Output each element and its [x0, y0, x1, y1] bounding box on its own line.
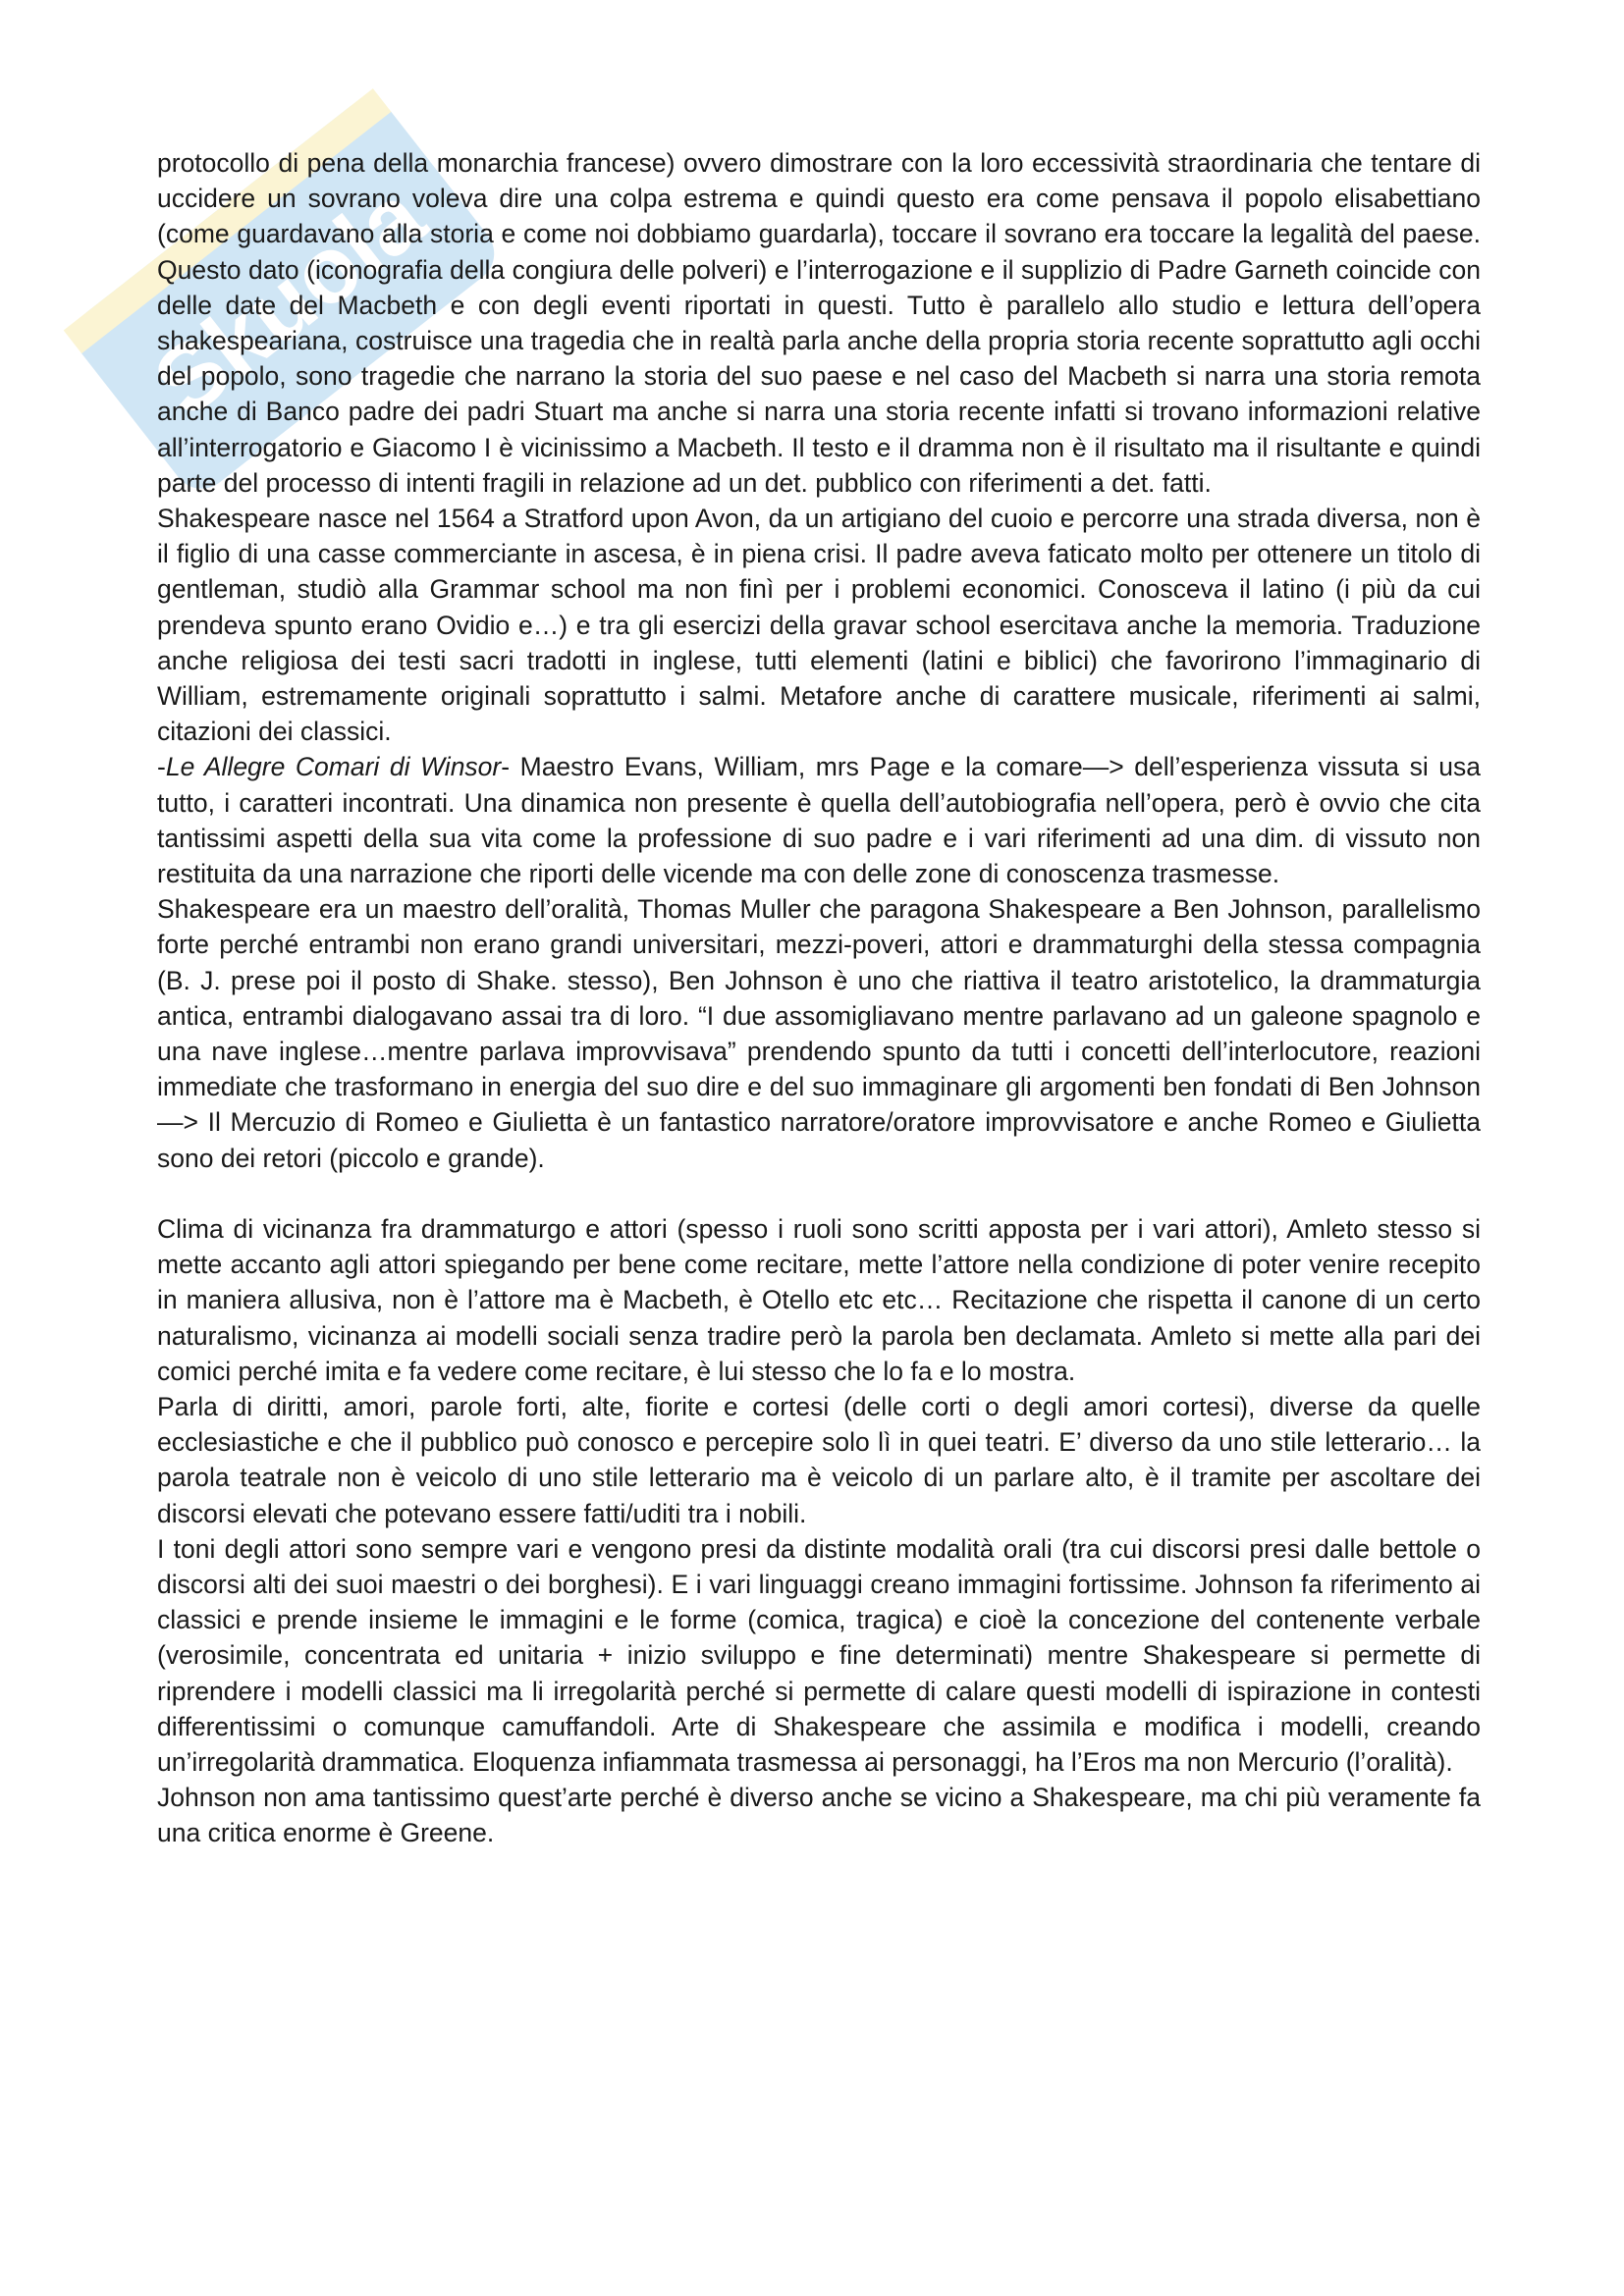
paragraph-parola-teatrale: Parla di diritti, amori, parole forti, alte, fiorite e cortesi (delle corti o degli amori cortesi), diverse da quelle ecclesiastiche e che il pubblico può conosco e percepire solo lì in quei teatri. E’ diverso da uno stile letterario… la parola teatrale non è veicolo di uno stile letterario ma è veicolo di un parlare alto, è il tramite per ascoltare dei discorsi elevati che potevano essere fatti/uditi tra i nobili. — [157, 1391, 1481, 1528]
watermark-text: Skuola — [135, 163, 444, 437]
paragraph-allegre-text: - Maestro Evans, William, mrs Page e la comare—> dell’esperienza vissuta si usa tutto, i caratteri incontrati. Una dinamica non presente è quella dell’autobiografia nell’opera, però è ovvio che cita tantissimi aspetti della sua vita come la professione di suo padre e i vari riferimenti ad una dim. di vissuto non restituita da una narrazione che riporti delle vicende ma con delle zone di conoscenza trasmesse. — [157, 752, 1481, 889]
paragraph-johnson-greene: Johnson non ama tantissimo quest’arte perché è diverso anche se vicino a Shakespeare, ma chi più veramente fa una critica enorme è Greene. — [157, 1783, 1481, 1848]
paragraph-gap — [157, 1176, 1481, 1211]
document-page — [157, 145, 1481, 1851]
paragraph-clima: Clima di vicinanza fra drammaturgo e attori (spesso i ruoli sono scritti apposta per i vari attori), Amleto stesso si mette accanto agli attori spiegando per bene come recitare, mette l’attore nella condizione di poter venire recepito in maniera allusiva, non è l’attore ma è Macbeth, è Otello etc etc… Recitazione che rispetta il canone di un certo naturalismo, vicinanza ai modelli sociali senza tradire però la parola ben declamata. Amleto si mette alla pari dei comici perché imita e fa vedere come recitare, è lui stesso che lo fa e lo mostra. — [157, 1213, 1481, 1386]
work-title: Le Allegre Comari di Winsor — [165, 752, 502, 782]
paragraph-congiura: protocollo di pena della monarchia francese) ovvero dimostrare con la loro eccessività straordinaria che tentare di uccidere un sovrano voleva dire una colpa estrema e quindi questo era come pensava il popolo elisabettiano (come guardavano alla storia e come noi dobbiamo guardarla), toccare il sovrano era toccare la legalità del paese. Questo dato (iconografia della congiura delle polveri) e l’interrogazione e il supplizio di Padre Garneth coincide con delle date del Macbeth e con degli eventi riportati in questi. Tutto è parallelo allo studio e lettura dell’opera shakespeariana, costruisce una tragedia che in realtà parla anche della propria storia recente soprattutto agli occhi del popolo, sono tragedie che narrano la storia del suo paese e nel caso del Macbeth si narra una storia remota anche di Banco padre dei padri Stuart ma anche si narra una storia recente infatti si trovano informazioni relative all’interrogatorio e Giacomo I è vicinissimo a Macbeth. Il testo e il dramma non è il risultato ma il risultante e quindi parte del processo di intenti fragili in relazione ad un det. pubblico con riferimenti a det. fatti. — [157, 148, 1481, 498]
paragraph-toni-attori: I toni degli attori sono sempre vari e vengono presi da distinte modalità orali (tra cui discorsi presi dalle bettole o discorsi alti dei suoi maestri o dei borghesi). E i vari linguaggi creano immagini fortissime. Johnson fa riferimento ai classici e prende insieme le immagini e le forme (comica, tragica) e cioè la concezione del contenente verbale (verosimile, concentrata ed unitaria + inizio sviluppo e fine determinati) mentre Shakespeare si permette di riprendere i modelli classici ma li irregolarità perché si permette di calare questi modelli di ispirazione in contesti differentissimi o comunque camuffandoli. Arte di Shakespeare che assimila e modifica i modelli, creando un’irregolarità drammatica. Eloquenza infiammata trasmessa ai personaggi, ha l’Eros ma non Mercurio (l’oralità). — [157, 1533, 1481, 1777]
paragraph-allegre-comari — [157, 749, 1481, 891]
dash: - — [157, 752, 166, 782]
paragraph-oralita: Shakespeare era un maestro dell’oralità, Thomas Muller che paragona Shakespeare a Ben Johnson, parallelismo forte perché entrambi non erano grandi universitari, mezzi-poveri, attori e drammaturghi della stessa compagnia (B. J. prese poi il posto di Shake. stesso), Ben Johnson è uno che riattiva il teatro aristotelico, la drammaturgia antica, entrambi dialogavano assai tra di loro. “I due assomigliavano mentre parlavano ad un galeone spagnolo e una nave inglese…mentre parlava improvvisava” prendendo spunto da tutti i concetti dell’interlocutore, reazioni immediate che trasformano in energia del suo dire e del suo immaginare gli argomenti ben fondati di Ben Johnson—> Il Mercuzio di Romeo e Giulietta è un fantastico narratore/oratore improvvisatore e anche Romeo e Giulietta sono dei retori (piccolo e grande). — [157, 894, 1481, 1173]
paragraph-biografia: Shakespeare nasce nel 1564 a Stratford upon Avon, da un artigiano del cuoio e percorre una strada diversa, non è il figlio di una casse commerciante in ascesa, è in piena crisi. Il padre aveva faticato molto per ottenere un titolo di gentleman, studiò alla Grammar school ma non finì per i problemi economici. Conosceva il latino (i più da cui prendeva spunto erano Ovidio e…) e tra gli esercizi della gravar school esercitava anche la memoria. Traduzione anche religiosa dei testi sacri tradotti in inglese, tutti elementi (latini e biblici) che favorirono l’immaginario di William, estremamente originali soprattutto i salmi. Metafore anche di carattere musicale, riferimenti ai salmi, citazioni dei classici. — [157, 504, 1481, 747]
